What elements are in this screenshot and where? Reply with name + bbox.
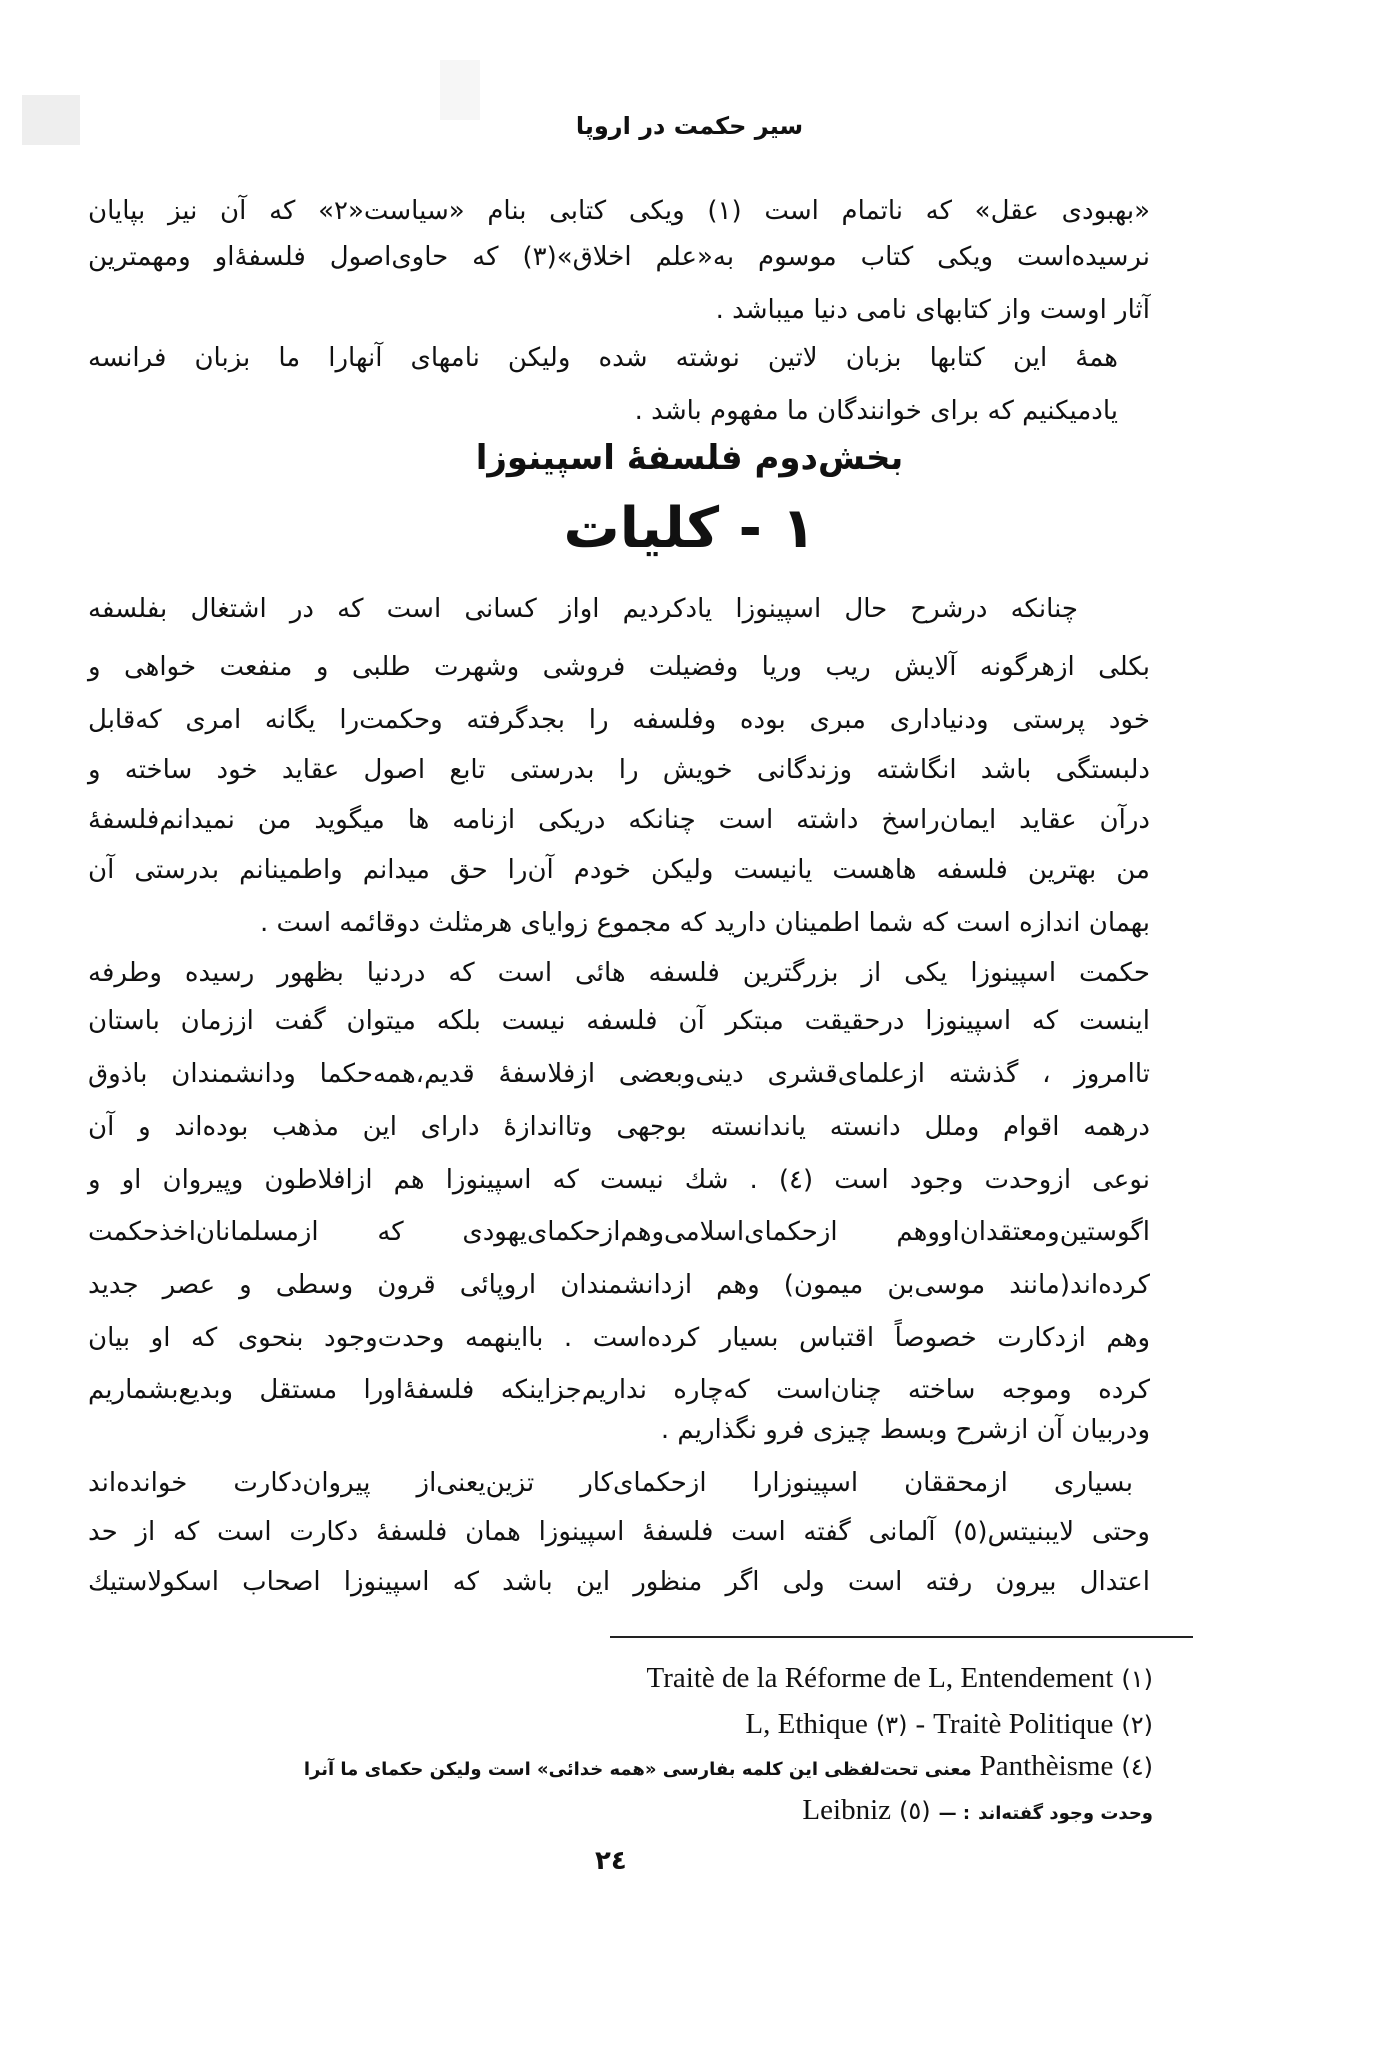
text-line: دلبستگی باشد انگاشته وزندگانی خویش را بدرستی تابع اصول عقاید خود ساخته و (88, 755, 1150, 785)
text-line: تاامروز ، گذشته ازعلمای‌قشری دینی‌وبعضی ازفلاسفهٔ قدیم،همه‌حکما ودانشمندان باذوق (88, 1059, 1150, 1089)
text-line: نرسیده‌است ویکی کتاب موسوم به«علم اخلاق»(۳) که حاوی‌اصول فلسفهٔ‌او ومهمترین (88, 242, 1150, 272)
text-line: اگوستین‌ومعتقدان‌اووهم ازحکمای‌اسلامی‌وهم‌ازحکمای‌یهودی که ازمسلمانان‌اخذحکمت (88, 1217, 1150, 1247)
footnote-note: معنی تحت‌لفظی این کلمه بفارسی «همه خدائی» است ولیکن حکمای ما آنرا (303, 1759, 972, 1780)
scan-artifact (440, 60, 480, 120)
text-line: وهم ازدکارت خصوصاً اقتباس بسیار کرده‌است . بااینهمه وحدت‌وجود بنحوی که او بیان (88, 1323, 1150, 1353)
footnote-note: وحدت وجود گفته‌اند (978, 1803, 1153, 1824)
footnote-number: (٤) (1121, 1753, 1153, 1781)
footnote-4 (304, 1746, 1153, 1786)
footnote-text: L, Ethique (745, 1708, 868, 1740)
footnote-separator: : — (938, 1803, 971, 1824)
text-line: اینست که اسپینوزا درحقیقت مبتکر آن فلسفه نیست بلکه میتوان گفت اززمان باستان (88, 1006, 1150, 1036)
running-head: سیر حکمت در اروپا (575, 112, 804, 140)
text-line: وحتی لایبنیتس(٥) آلمانی گفته است فلسفهٔ اسپینوزا همان فلسفهٔ دکارت است که از حد (88, 1517, 1150, 1547)
text-line: چنانکه درشرح حال اسپینوزا یادکردیم اواز کسانی است که در اشتغال بفلسفه (88, 594, 1078, 624)
footnote-separator: - (915, 1708, 926, 1740)
text-line: «بهبودی عقل» که ناتمام است (۱) ویکی کتابی بنام «سیاست«۲» که آن نیز بپایان (88, 196, 1150, 226)
footnote-number: (۲) (1121, 1711, 1153, 1739)
footnote-number: (٥) (899, 1797, 931, 1825)
footnote-2-3 (745, 1704, 1153, 1744)
text-line: ودربیان آن ازشرح وبسط چیزی فرو نگذاریم . (660, 1415, 1150, 1445)
text-line: بهمان اندازه است که شما اطمینان دارید که مجموع زوایای هرمثلث دوقائمه است . (259, 908, 1150, 938)
text-line: کرده‌اند(مانند موسی‌بن میمون) وهم ازدانشمندان اروپائی قرون وسطی و عصر جدید (88, 1270, 1150, 1300)
text-line: همهٔ این کتابها بزبان لاتین نوشته شده ولیکن نامهای آنهارا ما بزبان فرانسه (88, 343, 1118, 373)
section-heading: بخش‌دوم فلسفهٔ اسپینوزا (475, 438, 904, 478)
footnote-number: (۱) (1121, 1665, 1153, 1693)
footnote-text: Traitè Politique (933, 1708, 1114, 1740)
text-line: کرده وموجه ساخته چنان‌است که‌چاره نداریم‌جزاینکه فلسفهٔ‌اورا مستقل وبدیع‌بشماریم (88, 1375, 1150, 1405)
text-line: من بهترین فلسفه هاهست یانیست ولیکن خودم آن‌را حق میدانم واطمینانم بدرستی آن (88, 855, 1150, 885)
text-line: آثار اوست واز کتابهای نامی دنیا میباشد . (715, 295, 1150, 325)
text-line: اعتدال بیرون رفته است ولی اگر منظور این باشد که اسپینوزا اصحاب اسکولاستیك (88, 1567, 1150, 1597)
chapter-heading: ۱ - کلیات (563, 496, 816, 561)
page-number: ۲٤ (595, 1846, 627, 1876)
text-line: خود پرستی ودنیاداری مبری بوده وفلسفه را بجدگرفته وحکمت‌را یگانه امری که‌قابل (88, 705, 1150, 735)
footnote-number: (۳) (875, 1711, 908, 1739)
footnote-text: Traitè de la Réforme de L, Entendement (646, 1662, 1114, 1694)
text-line: بکلی ازهرگونه آلایش ریب وریا وفضیلت فروشی وشهرت طلبی و منفعت خواهی و (88, 652, 1150, 682)
text-line: یادمیکنیم که برای خوانندگان ما مفهوم باشد . (634, 396, 1118, 426)
footnote-1 (647, 1658, 1153, 1698)
text-line: بسیاری ازمحققان اسپینوزارا ازحکمای‌کار تزین‌یعنی‌از پیروان‌دکارت خوانده‌اند (88, 1468, 1133, 1498)
footnote-text: Leibniz (802, 1794, 891, 1826)
text-line: درهمه اقوام وملل دانسته یاندانسته بوجهی وتااندازهٔ دارای این مذهب بوده‌اند و آن (88, 1112, 1150, 1142)
text-line: حکمت اسپینوزا یکی از بزرگترین فلسفه هائی است که دردنیا بظهور رسیده وطرفه (88, 958, 1150, 988)
text-line: درآن عقاید ایمان‌راسخ داشته است چنانکه دریکی ازنامه ها میگوید من نمیدانم‌فلسفهٔ (88, 805, 1150, 835)
text-line: نوعی ازوحدت وجود است (٤) . شك نیست که اسپینوزا هم ازافلاطون وپیروان او و (88, 1165, 1150, 1195)
footnote-text: Panthèisme (979, 1750, 1114, 1782)
footnote-5 (802, 1790, 1153, 1830)
footnote-divider (610, 1636, 1193, 1638)
